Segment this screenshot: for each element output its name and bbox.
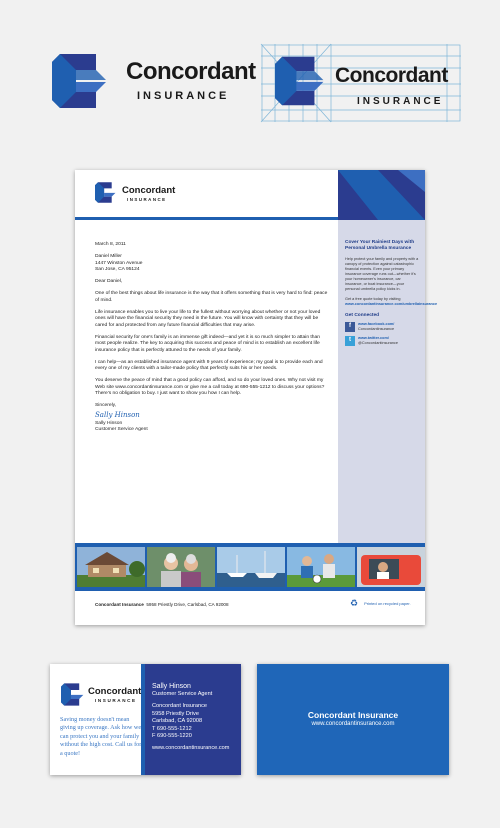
card-tagline: INSURANCE — [95, 698, 137, 703]
signer-name: Sally Hinson — [95, 420, 123, 426]
letterhead-tagline: INSURANCE — [127, 197, 167, 202]
card-street: 5958 Priestly Drive — [152, 710, 199, 717]
car-driver-photo — [357, 547, 425, 587]
card-contact-details — [152, 683, 240, 753]
concordant-logo-mark-icon — [275, 56, 327, 106]
card-phone: T 690-555-1212 — [152, 725, 192, 732]
get-connected-heading: Get Connected — [345, 312, 380, 318]
letter-paragraph: Financial security for one's family is an immense gift indeed—and yet it is so much simpler to attain than most people realize. The key to acquiring this success and peace of mind is to establish an excellent life insurance policy that is perfectly attuned to the needs of your family. — [95, 334, 320, 353]
logo-wordmark: Concordant — [126, 58, 256, 85]
sidebar-body: Help protect your family and property with a canopy of protection against catastrophic financial events. Even your primary insurance coverage runs out—whether it's your homeowner's insurance, car insurance, or boat insurance—your personal umbrella policy kicks in. — [345, 256, 419, 291]
letter-paragraph: I can help—as an established insurance agent with 9 years of experience; my goal is to provide each and every one of my clients with a tailor-made policy that perfectly suits his or her needs. — [95, 359, 323, 372]
card-city: Carlsbad, CA 92008 — [152, 718, 203, 725]
card-quote: Saving money doesn't mean giving up coverage. Ask how we can protect you and your family without the high cost. Call us for a quote! — [60, 716, 142, 757]
concordant-logo-mark-icon — [95, 182, 117, 203]
sidebar-cta: Get a free quote today by visiting www.concordantinsurance.com/umbrellainsurance — [345, 296, 438, 306]
family-soccer-photo — [287, 547, 355, 587]
brand-logo — [52, 52, 256, 110]
logo-tagline: INSURANCE — [137, 90, 230, 102]
signer-title: Customer Service Agent — [95, 427, 148, 433]
letter-greeting: Dear Daniel, — [95, 279, 123, 285]
letter-closing: Sincerely, — [95, 403, 117, 409]
letter-date: March 8, 2011 — [95, 242, 126, 247]
logo-wordmark: Concordant — [335, 64, 448, 87]
logo-tagline: INSURANCE — [357, 96, 444, 107]
umbrella-link[interactable]: www.concordantinsurance.com/umbrellainsurance — [345, 301, 438, 306]
letter-paragraph: Life insurance enables you to live your life to the fullest without worrying about whether or not your loved ones will have the financial security they need in the future. You will know with certainty that they will be cared for and protected from any future financial difficulties that may arise. — [95, 310, 321, 328]
concordant-logo-mark-icon — [52, 54, 110, 108]
grandparents-photo — [147, 547, 215, 587]
facebook-link[interactable]: f www.facebook.com/ Concordantinsurance — [345, 322, 419, 332]
card-back-website[interactable]: www.concordantinsurance.com — [311, 721, 395, 727]
card-person-title: Customer Service Agent — [152, 691, 213, 697]
card-person-name: Sally Hinson — [152, 683, 191, 690]
house-photo — [77, 547, 145, 587]
business-card-back — [257, 664, 449, 775]
sidebar-heading: Cover Your Rainiest Days with Personal Umbrella Insurance — [345, 240, 415, 251]
concordant-logo-mark-icon — [61, 683, 85, 706]
brand-logo-grid — [261, 44, 461, 122]
facebook-icon: f — [345, 322, 355, 332]
card-back-company: Concordant Insurance — [307, 710, 399, 720]
handwritten-signature: Sally Hinson — [95, 410, 140, 419]
photo-strip — [75, 543, 425, 591]
letter-body — [95, 242, 331, 434]
recipient-address: Daniel Miller 1447 Winston Avenue San Jose, CA 95124 — [95, 254, 143, 272]
letter-paragraph: One of the best things about life insurance is the way that it offers something that is very hard to find: peace of mind. — [95, 291, 328, 303]
recycle-icon: ♻ — [350, 598, 359, 608]
card-wordmark: Concordant — [88, 686, 142, 697]
twitter-link[interactable]: t www.twitter.com/ @Concordantinsurance — [345, 336, 419, 346]
recycled-note: ♻ Printed on recycled paper. — [350, 598, 411, 608]
card-website[interactable]: www.concordantinsurance.com — [152, 745, 230, 752]
letterhead-wordmark: Concordant — [122, 185, 176, 196]
marina-photo — [217, 547, 285, 587]
letter-paragraph: You deserve the peace of mind that a good policy can afford, and so do your loved ones. Why not visit my Web site www.concordantinsurance.com or give me a call today at 690-555-1212 to discuss your options? There's no obligation to buy. I just want to show you how I can help. — [95, 378, 325, 397]
letter-footer: Concordant Insurance 5958 Priestly Drive, Carlsbad, CA 92008 — [95, 602, 229, 607]
card-company: Concordant Insurance — [152, 703, 208, 710]
twitter-icon: t — [345, 336, 355, 346]
card-fax: F 690-555-1220 — [152, 733, 192, 740]
sidebar-content — [345, 240, 438, 350]
business-card-front — [50, 664, 241, 775]
header-band — [75, 217, 338, 220]
letterhead-page — [75, 170, 438, 625]
corner-graphic-icon — [338, 170, 425, 220]
